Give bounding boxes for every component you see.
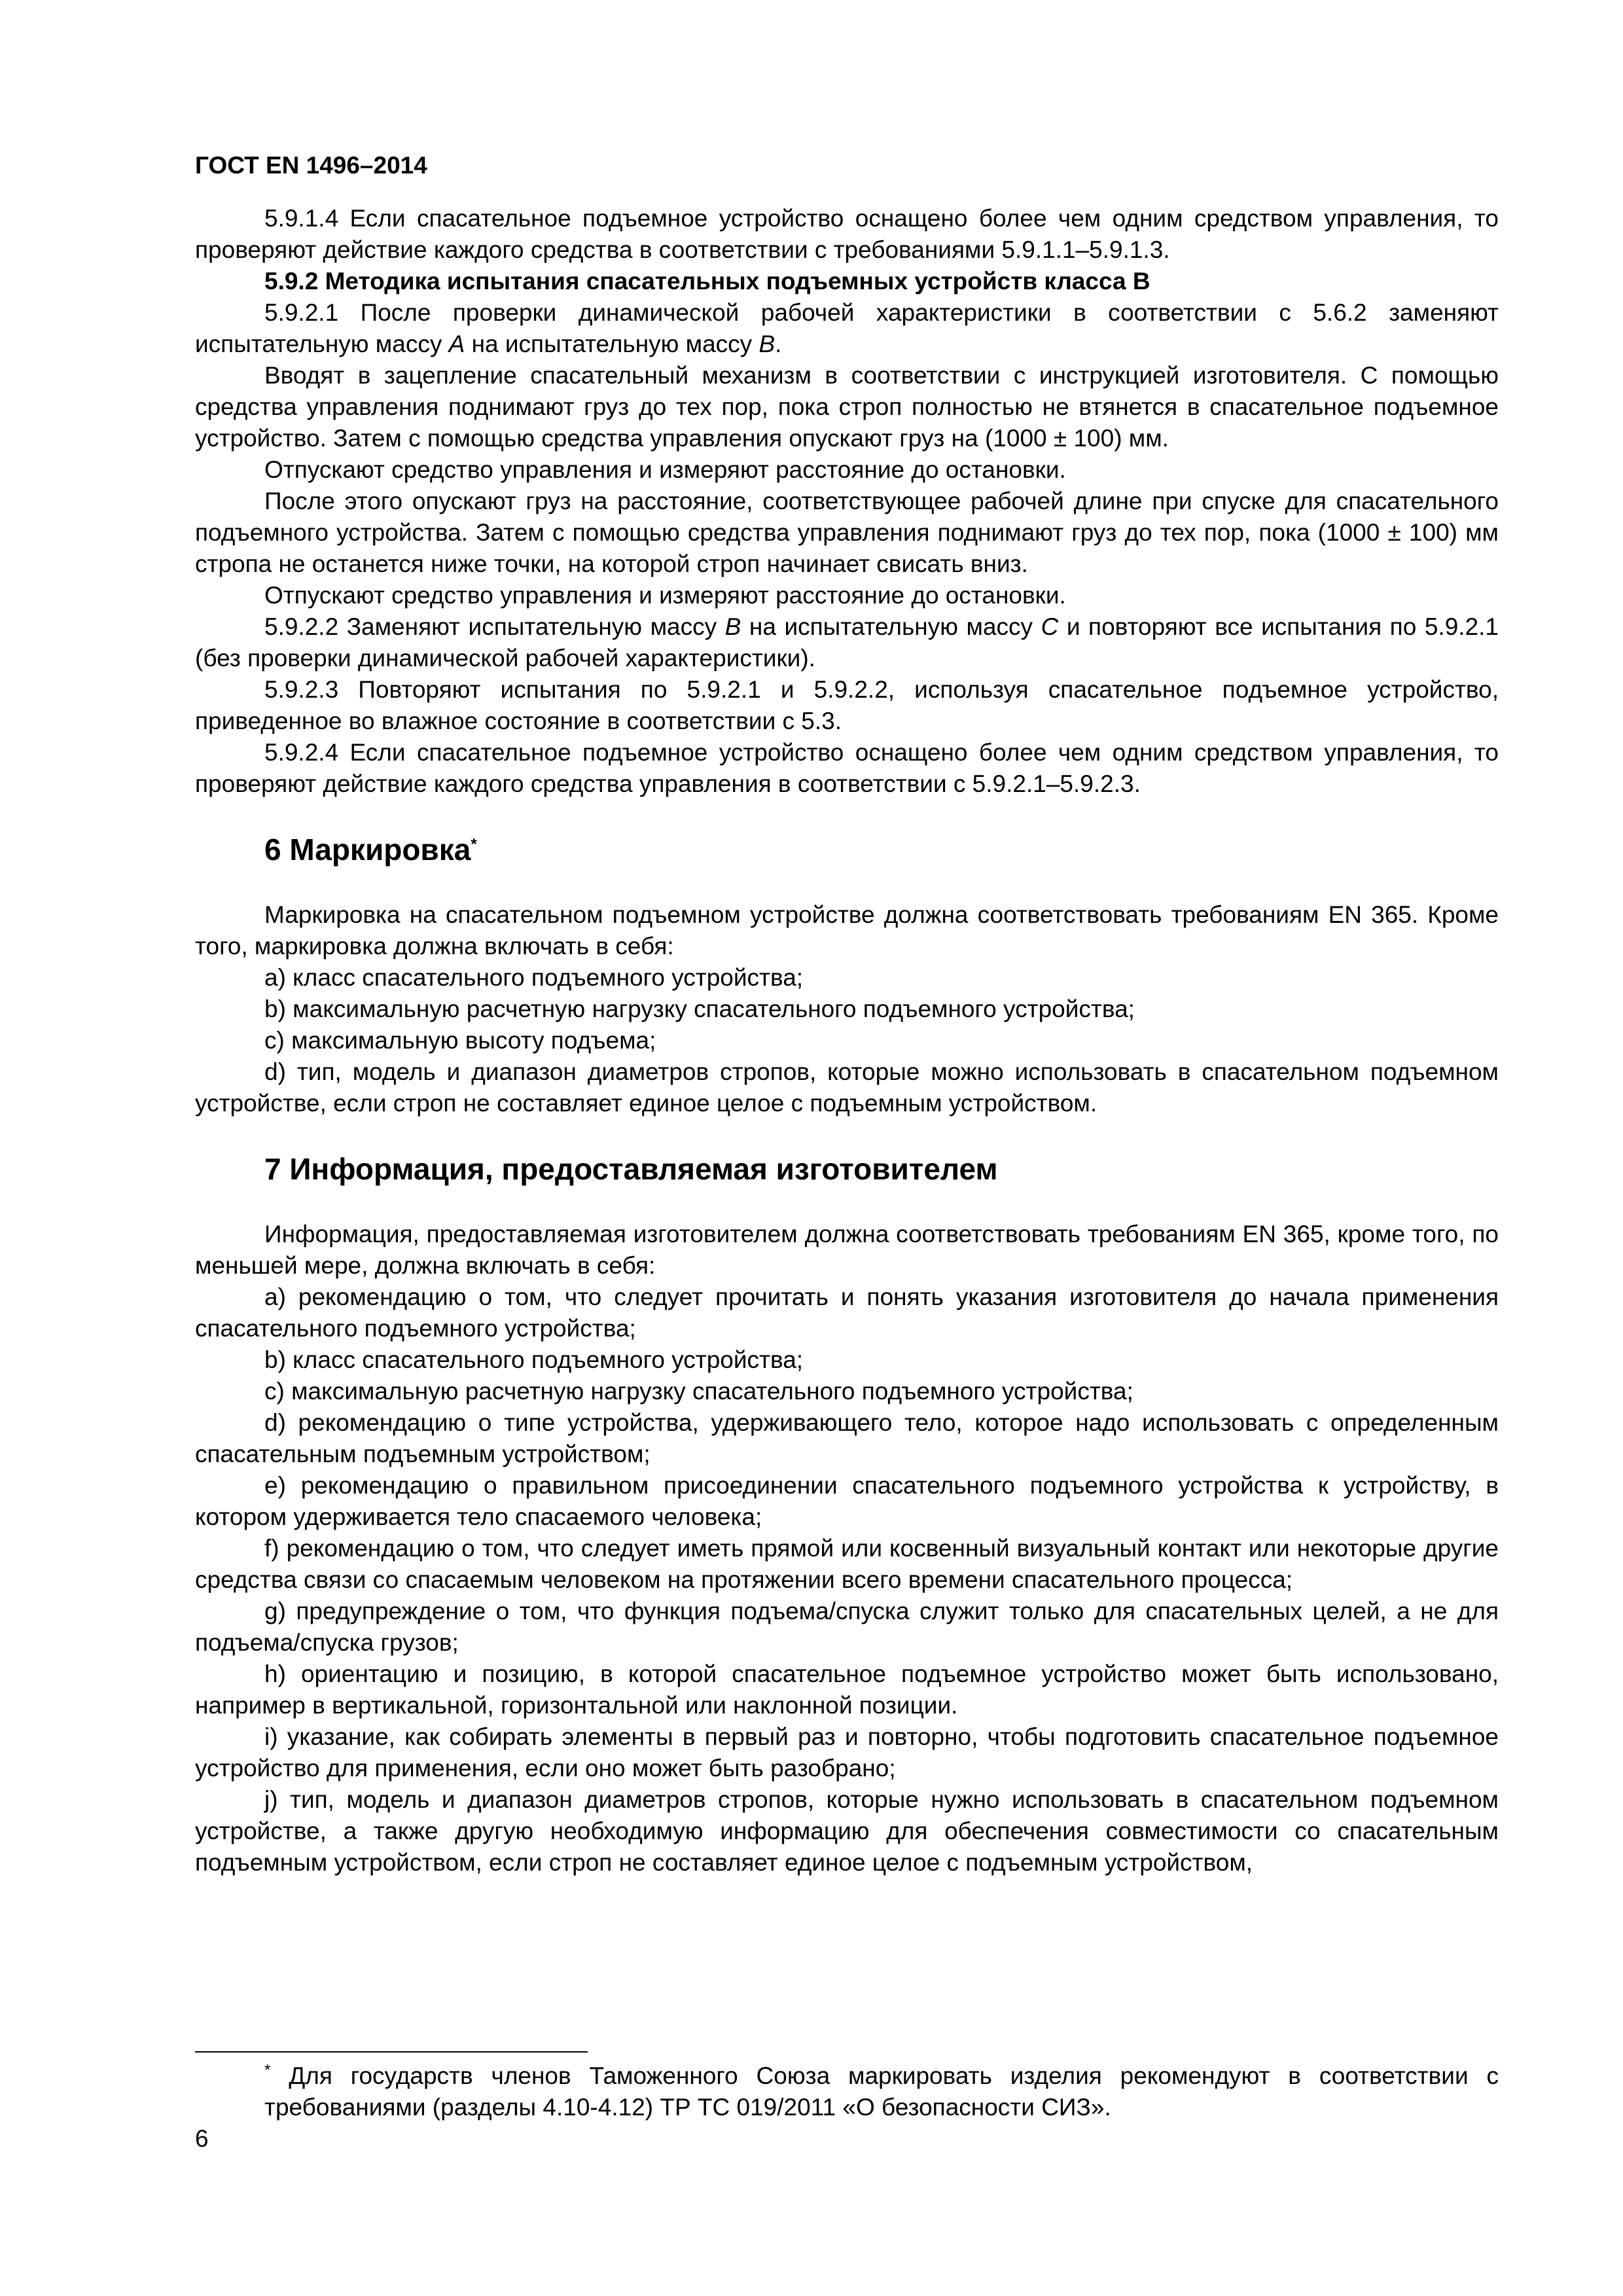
mass-b-label: В	[758, 331, 776, 357]
heading-text: 6 Маркировка	[264, 833, 471, 867]
paragraph-posle: После этого опускают груз на расстояние, соответствующее рабочей длине при спуске для спасательного подъемного устройства. Затем с помощью средства управления поднимают груз до тех пор, пока (1000 ± 100) мм стропа не останется ниже точки, на которой строп начинает свисать вниз.	[195, 488, 1499, 577]
paragraph-5-9-2-1	[195, 297, 1499, 360]
document-page	[195, 151, 1499, 1878]
paragraph-5-9-2-3: 5.9.2.3 Повторяют испытания по 5.9.2.1 и 5.9.2.2, используя спасательное подъемное устройство, приведенное во влажное состояние в соответствии с 5.3.	[195, 676, 1499, 734]
section-heading-7: 7 Информация, предоставляемая изготовителем	[264, 1152, 998, 1186]
section-6-intro: Маркировка на спасательном подъемном устройстве должна соответствовать требованиям EN 365. Кроме того, маркировка должна включать в себя:	[195, 901, 1499, 960]
subsection-heading-5-9-2: 5.9.2 Методика испытания спасательных подъемных устройств класса В	[264, 268, 1150, 295]
list-item: h) ориентацию и позицию, в которой спасательное подъемное устройство может быть использовано, например в вертикальной, горизонтальной или наклонной позиции.	[195, 1660, 1499, 1719]
text-run: на испытательную массу	[741, 613, 1041, 640]
footnote-mark: *	[264, 2061, 271, 2079]
list-item: b) максимальную расчетную нагрузку спасательного подъемного устройства;	[264, 996, 1135, 1022]
footnote-text	[195, 2060, 1499, 2123]
list-item: a) класс спасательного подъемного устройства;	[264, 964, 804, 991]
list-item: b) класс спасательного подъемного устройства;	[264, 1346, 804, 1373]
list-item: d) рекомендацию о типе устройства, удерживающего тело, которое надо использовать с определенным спасательным подъемным устройством;	[195, 1409, 1499, 1467]
list-item: i) указание, как собирать элементы в первый раз и повторно, чтобы подготовить спасательное подъемное устройство для применения, если оно может быть разобрано;	[195, 1723, 1499, 1782]
list-item: a) рекомендацию о том, что следует прочитать и понять указания изготовителя до начала применения спасательного подъемного устройства;	[195, 1283, 1499, 1342]
text-run: и повторяют все испытания по 5.9.2.1 (без проверки динамической рабочей характеристики).	[195, 613, 1499, 672]
footnote-body: Для государств членов Таможенного Союза маркировать изделия рекомендуют в соответствии с требованиями (разделы 4.10-4.12) ТР ТС 019/2011 «О безопасности СИЗ».	[264, 2062, 1499, 2121]
text-run: на испытательную массу	[465, 331, 759, 357]
text-run: .	[775, 331, 782, 357]
paragraph-otpuskayut-2: Отпускают средство управления и измеряют расстояние до остановки.	[264, 582, 1066, 609]
list-item: d) тип, модель и диапазон диаметров стропов, которые можно использовать в спасательном подъемном устройстве, если строп не составляет единое целое с подъемным устройством.	[195, 1058, 1499, 1117]
text-run: 5.9.2.2 Заменяют испытательную массу	[264, 613, 725, 640]
list-item: j) тип, модель и диапазон диаметров стропов, которые нужно использовать в спасательном подъемном устройстве, а также другую необходимую информацию для обеспечения совместимости со спасательным подъемным устройством, если строп не составляет единое целое с подъемным устройством,	[195, 1786, 1499, 1876]
paragraph-otpuskayut-1: Отпускают средство управления и измеряют расстояние до остановки.	[264, 456, 1066, 483]
mass-c-label: С	[1041, 613, 1059, 640]
section-heading-6	[195, 831, 1499, 868]
paragraph-5-9-2-4: 5.9.2.4 Если спасательное подъемное устройство оснащено более чем одним средством управления, то проверяют действие каждого средства управления в соответствии с 5.9.2.1–5.9.2.3.	[195, 739, 1499, 797]
footnote	[195, 2060, 1499, 2123]
list-item: c) максимальную высоту подъема;	[264, 1027, 656, 1054]
list-item: f) рекомендацию о том, что следует иметь прямой или косвенный визуальный контакт или некоторые другие средства связи со спасаемым человеком на протяжении всего времени спасательного процесса;	[195, 1535, 1499, 1593]
list-item: e) рекомендацию о правильном присоединении спасательного подъемного устройства к устройству, в котором удерживается тело спасаемого человека;	[195, 1472, 1499, 1530]
paragraph-vvodyat: Вводят в зацепление спасательный механизм в соответствии с инструкцией изготовителя. С помощью средства управления поднимают груз до тех пор, пока строп полностью не втянется в спасательное подъемное устройство. Затем с помощью средства управления опускают груз на (1000 ± 100) мм.	[195, 362, 1499, 452]
paragraph-5-9-1-4: 5.9.1.4 Если спасательное подъемное устройство оснащено более чем одним средством управления, то проверяют действие каждого средства в соответствии с требованиями 5.9.1.1–5.9.1.3.	[195, 205, 1499, 263]
list-item: g) предупреждение о том, что функция подъема/спуска служит только для спасательных целей, а не для подъема/спуска грузов;	[195, 1598, 1499, 1656]
document-header: ГОСТ EN 1496–2014	[195, 152, 427, 179]
text-run: 5.9.2.1 После проверки динамической рабочей характеристики в соответствии с 5.6.2 заменяют испытательную массу	[195, 299, 1499, 357]
footnote-ref: *	[471, 835, 477, 853]
footnote-divider	[195, 2051, 588, 2053]
page-number: 6	[195, 2125, 209, 2152]
mass-b-label: В	[724, 613, 741, 640]
paragraph-5-9-2-2	[195, 611, 1499, 674]
section-7-intro: Информация, предоставляемая изготовителем должна соответствовать требованиям EN 365, кроме того, по меньшей мере, должна включать в себя:	[195, 1221, 1499, 1279]
mass-a-label: А	[448, 331, 465, 357]
list-item: c) максимальную расчетную нагрузку спасательного подъемного устройства;	[264, 1378, 1133, 1405]
